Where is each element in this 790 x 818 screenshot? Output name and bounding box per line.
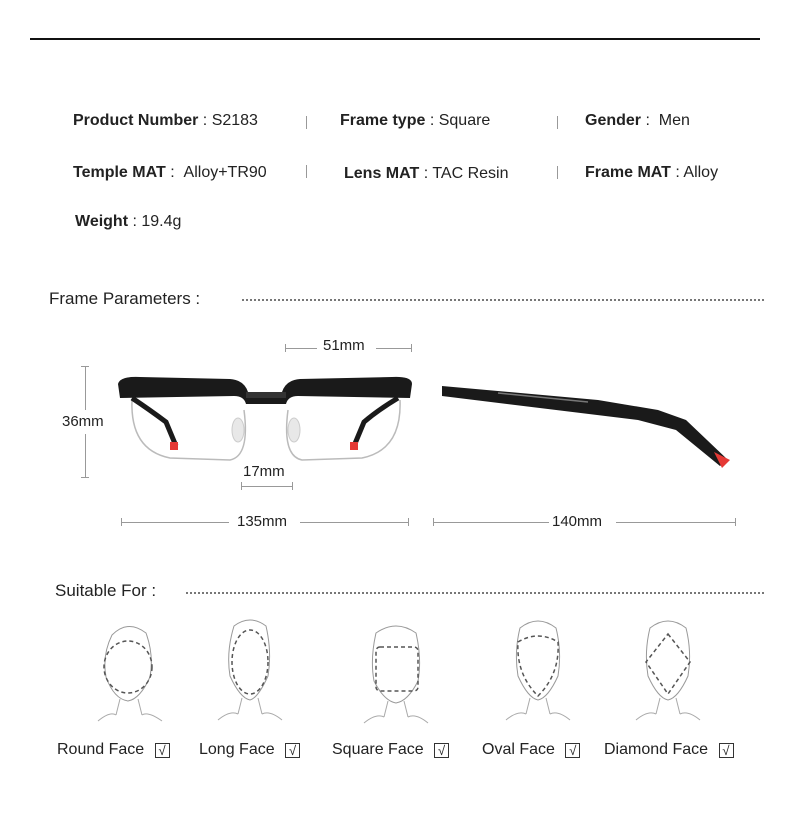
- checkbox-icon: √: [155, 743, 170, 758]
- face-option-long: [199, 741, 300, 759]
- spec-label: Frame MAT: [585, 164, 671, 181]
- dimension-line: [85, 366, 86, 410]
- square-face-icon: [356, 615, 436, 725]
- temple-length-label: 140mm: [552, 513, 603, 530]
- checkbox-icon: √: [565, 743, 580, 758]
- spec-lens-mat: Lens MAT : TAC Resin: [344, 165, 509, 182]
- frame-width-label: 135mm: [237, 513, 288, 530]
- dimension-line: [241, 486, 293, 487]
- separator: [306, 116, 307, 129]
- checkbox-icon: √: [719, 743, 734, 758]
- lens-width-label: 51mm: [323, 337, 365, 354]
- spec-value: S2183: [211, 112, 258, 129]
- lens-height-label: 36mm: [62, 413, 104, 430]
- dimension-line: [376, 348, 412, 349]
- spec-frame-mat: Frame MAT : Alloy: [585, 164, 719, 181]
- face-label: Square Face: [332, 741, 424, 758]
- dimension-line: [121, 522, 229, 523]
- section-dotted-line: [186, 592, 764, 594]
- spec-label: Lens MAT: [344, 165, 420, 182]
- face-option-oval: [482, 741, 580, 759]
- dimension-tick: [81, 366, 89, 367]
- dimension-line: [433, 522, 549, 523]
- glasses-side-view: [438, 380, 738, 470]
- separator: [557, 166, 558, 179]
- separator: [557, 116, 558, 129]
- top-divider: [30, 38, 760, 40]
- spec-label: Product Number: [73, 112, 199, 129]
- face-option-square: [332, 741, 449, 759]
- dimension-tick: [81, 477, 89, 478]
- long-face-icon: [210, 612, 290, 722]
- spec-product-number: Product Number : S2183: [73, 112, 258, 129]
- separator: [306, 165, 307, 178]
- spec-value: Men: [658, 112, 690, 129]
- spec-value: Alloy: [683, 164, 719, 181]
- spec-value: Alloy+TR90: [183, 164, 267, 181]
- dimension-tick: [433, 518, 434, 526]
- face-label: Oval Face: [482, 741, 555, 758]
- spec-temple-mat: Temple MAT : Alloy+TR90: [73, 164, 267, 181]
- dimension-tick: [285, 344, 286, 352]
- dimension-tick: [121, 518, 122, 526]
- spec-label: Temple MAT: [73, 164, 166, 181]
- face-label: Long Face: [199, 741, 275, 758]
- round-face-icon: [90, 615, 170, 725]
- diamond-face-icon: [628, 612, 708, 722]
- suitable-for-title: Suitable For :: [55, 581, 157, 600]
- dimension-line: [285, 348, 317, 349]
- face-label: Round Face: [57, 741, 145, 758]
- spec-weight: Weight : 19.4g: [75, 213, 182, 230]
- face-option-round: [57, 741, 170, 759]
- oval-face-icon: [498, 612, 578, 722]
- dimension-line: [616, 522, 735, 523]
- spec-value: TAC Resin: [432, 165, 509, 182]
- dimension-tick: [408, 518, 409, 526]
- dimension-line: [85, 434, 86, 478]
- glasses-front-view: [110, 370, 420, 470]
- spec-value: 19.4g: [141, 213, 182, 230]
- face-label: Diamond Face: [604, 741, 709, 758]
- face-option-diamond: [604, 741, 734, 759]
- dimension-tick: [411, 344, 412, 352]
- spec-label: Weight: [75, 213, 129, 230]
- spec-gender: Gender : Men: [585, 112, 690, 129]
- spec-label: Gender: [585, 112, 642, 129]
- dimension-tick: [241, 482, 242, 490]
- spec-frame-type: Frame type : Square: [340, 112, 491, 129]
- dimension-tick: [292, 482, 293, 490]
- dimension-tick: [735, 518, 736, 526]
- section-dotted-line: [242, 299, 764, 301]
- bridge-width-label: 17mm: [243, 463, 285, 480]
- dimension-line: [300, 522, 409, 523]
- spec-value: Square: [438, 112, 491, 129]
- checkbox-icon: √: [434, 743, 449, 758]
- spec-label: Frame type: [340, 112, 426, 129]
- checkbox-icon: √: [285, 743, 300, 758]
- frame-parameters-title: Frame Parameters :: [49, 289, 201, 308]
